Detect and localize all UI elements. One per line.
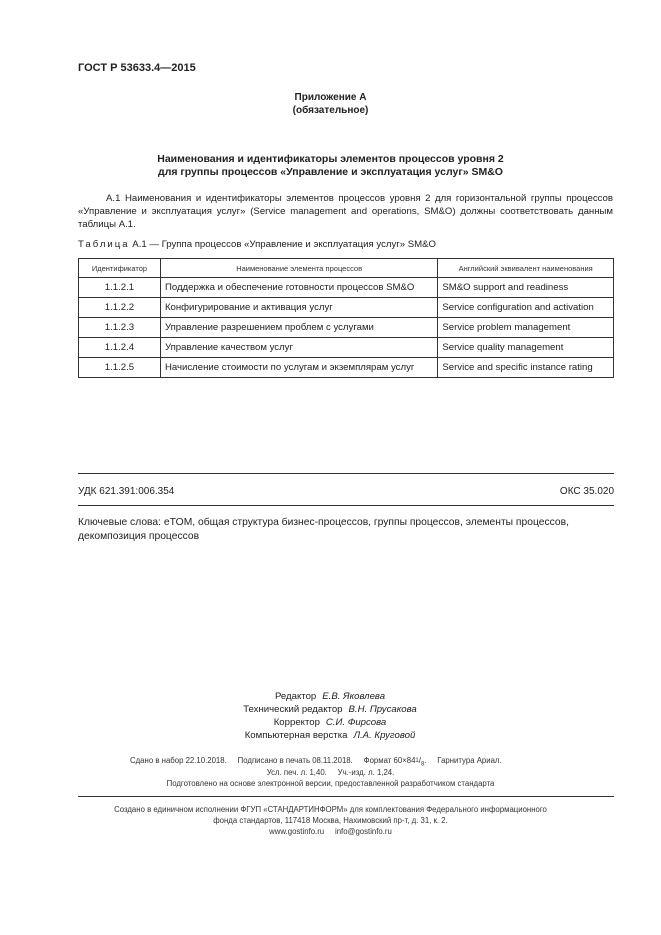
footer-links: www.gostinfo.ru info@gostinfo.ru <box>269 827 392 836</box>
table-cell-name: Конфигурирование и активация услуг <box>160 298 437 318</box>
credit-role: Корректор <box>273 717 320 728</box>
table-cell-english: Service configuration and activation <box>438 298 614 318</box>
appendix-title <box>0 153 661 179</box>
divider-bottom <box>78 796 614 797</box>
publication-date-print: Подписано в печать 08.11.2018. <box>237 756 353 765</box>
credits-block <box>180 690 480 742</box>
publication-line3: Подготовлено на основе электронной версии, предоставленной разработчиком стандарта <box>166 779 495 788</box>
appendix-heading <box>0 91 661 117</box>
credit-row <box>180 716 480 729</box>
table-caption-word: Таблица <box>78 239 130 250</box>
paragraph-a1 <box>78 192 613 232</box>
credit-row <box>180 729 480 742</box>
table-cell-id: 1.1.2.3 <box>79 318 161 338</box>
appendix-status: (обязательное) <box>292 105 369 116</box>
table-cell-english: Service quality management <box>438 338 614 358</box>
publication-typeface: Гарнитура Ариал. <box>437 756 502 765</box>
format-fraction-numerator: 1 <box>415 758 419 764</box>
appendix-label: Приложение А <box>294 92 367 103</box>
appendix-title-line1: Наименования и идентификаторы элементов процессов уровня 2 <box>157 153 504 165</box>
standard-header: ГОСТ Р 53633.4—2015 <box>78 62 196 74</box>
divider-middle <box>78 505 614 506</box>
credit-name: Л.А. Круговой <box>353 730 416 741</box>
format-fraction-denominator: 8 <box>420 761 425 768</box>
table-cell-english: Service problem management <box>438 318 614 338</box>
publication-line1: Сдано в набор 22.10.2018. Подписано в печать 08.11.2018. Формат $60\times 84^1/_8$. Гарнитура Ариал. <box>130 756 502 768</box>
table-caption <box>78 239 436 250</box>
appendix-title-line2: для группы процессов «Управление и эксплуатация услуг» SM&O <box>158 166 503 178</box>
table-row <box>79 278 614 298</box>
keywords: Ключевые слова: eTOM, общая структура бизнес-процессов, группы процессов, элементы процессов, декомпозиция процессов <box>78 517 569 542</box>
publication-line2: Усл. печ. л. 1,40. Уч.-изд. л. 1,24. <box>266 768 395 777</box>
credit-name: С.И. Фирсова <box>325 717 387 728</box>
credit-row <box>180 703 480 716</box>
table-header-cell: Английский эквивалент наименования <box>438 259 614 278</box>
credit-role: Компьютерная верстка <box>244 730 348 741</box>
table-cell-id: 1.1.2.4 <box>79 338 161 358</box>
table-cell-english: SM&O support and readiness <box>438 278 614 298</box>
table-cell-name: Управление разрешением проблем с услугами <box>160 318 437 338</box>
table-cell-name: Управление качеством услуг <box>160 338 437 358</box>
table-header-cell: Идентификатор <box>79 259 161 278</box>
divider-top <box>78 473 614 474</box>
table-row <box>79 318 614 338</box>
table-cell-name: Поддержка и обеспечение готовности процессов SM&O <box>160 278 437 298</box>
table-caption-text: А.1 — Группа процессов «Управление и эксплуатация услуг» SM&O <box>132 239 437 250</box>
footer-line2: фонда стандартов, 117418 Москва, Нахимовский пр-т, д. 31, к. 2. <box>213 816 448 825</box>
credit-row <box>180 690 480 703</box>
table-row <box>79 298 614 318</box>
credit-name: В.Н. Прусакова <box>348 704 417 715</box>
oks-code: ОКС 35.020 <box>559 486 614 497</box>
footer-line1: Создано в единичном исполнении ФГУП «СТАНДАРТИНФОРМ» для комплектования Федерального информационного <box>114 805 547 814</box>
table-cell-id: 1.1.2.1 <box>79 278 161 298</box>
table-cell-english: Service and specific instance rating <box>438 358 614 378</box>
credit-name: Е.В. Яковлева <box>322 691 386 702</box>
table-cell-id: 1.1.2.5 <box>79 358 161 378</box>
table-header-cell: Наименование элемента процессов <box>160 259 437 278</box>
paragraph-text: А.1 Наименования и идентификаторы элементов процессов уровня 2 для горизонтальной группы процессов «Управление и эксплуатация услуг» (Service management and operations, SM&O) должны соответствовать данным таблицы А.1. <box>78 193 613 231</box>
credit-role: Редактор <box>274 691 317 702</box>
table-row <box>79 358 614 378</box>
udk-code: УДК 621.391:006.354 <box>78 486 175 497</box>
publication-format: Формат 60×84 <box>363 756 416 765</box>
table-cell-id: 1.1.2.2 <box>79 298 161 318</box>
process-table <box>78 258 614 378</box>
table-row <box>79 338 614 358</box>
table-cell-name: Начисление стоимости по услугам и экземплярам услуг <box>160 358 437 378</box>
credit-role: Технический редактор <box>243 704 343 715</box>
table-header-row <box>79 259 614 278</box>
publication-date-typeset: Сдано в набор 22.10.2018. <box>130 756 227 765</box>
